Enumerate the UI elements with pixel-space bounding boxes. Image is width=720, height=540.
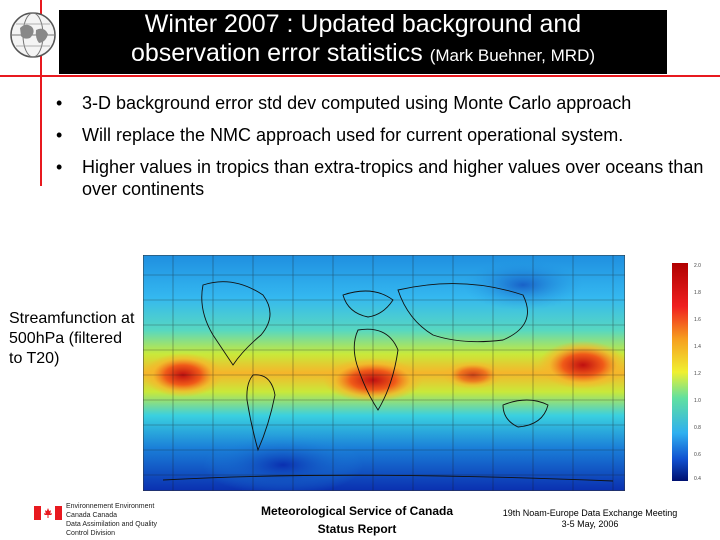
title-line-2 xyxy=(59,39,667,70)
env-line: Control Division xyxy=(66,530,116,537)
bullet-marker: • xyxy=(56,93,63,113)
colorbar-tick: 2.0 xyxy=(694,263,701,269)
environment-canada-text xyxy=(66,502,157,538)
title-line-1: Winter 2007 : Updated background and xyxy=(144,10,582,38)
footer-meeting-name: 19th Noam-Europe Data Exchange Meeting xyxy=(502,508,678,518)
bullet-list xyxy=(56,92,706,210)
bullet-text: Higher values in tropics than extra-tropics and higher values over oceans than over continents xyxy=(82,157,704,199)
title-line-2-text: observation error statistics xyxy=(130,39,430,67)
env-line: Environnement Environment xyxy=(66,503,155,510)
footer-meeting-date: 3-5 May, 2006 xyxy=(561,519,619,529)
bullet-item xyxy=(56,92,706,114)
bullet-item xyxy=(56,124,706,146)
canada-flag-icon xyxy=(34,506,62,520)
bullet-marker: • xyxy=(56,125,63,145)
colorbar-tick: 0.8 xyxy=(694,425,701,431)
colorbar-tick: 1.0 xyxy=(694,398,701,404)
footer-meeting-info xyxy=(490,508,690,530)
title-author: (Mark Buehner, MRD) xyxy=(429,46,596,65)
footer-center-text xyxy=(232,502,482,538)
globe-logo-icon xyxy=(8,10,58,60)
colorbar-tick: 1.2 xyxy=(694,371,701,377)
bullet-text: Will replace the NMC approach used for current operational system. xyxy=(82,125,624,145)
env-line: Data Assimilation and Quality xyxy=(66,521,158,528)
figure-label: Streamfunction at 500hPa (filtered to T20) xyxy=(9,310,135,367)
colorbar-tick: 1.6 xyxy=(694,317,701,323)
footer-organization: Meteorological Service of Canada xyxy=(260,504,454,518)
bullet-marker: • xyxy=(56,157,63,177)
footer-report: Status Report xyxy=(317,522,397,536)
environment-canada-logo xyxy=(30,500,230,540)
error-std-dev-map xyxy=(143,255,625,491)
red-horizontal-rule xyxy=(0,75,720,77)
env-line: Canada Canada xyxy=(66,512,117,519)
colorbar-tick: 0.6 xyxy=(694,452,701,458)
colorbar-tick: 1.8 xyxy=(694,290,701,296)
bullet-text: 3-D background error std dev computed using Monte Carlo approach xyxy=(82,93,632,113)
colorbar xyxy=(672,263,688,481)
slide-title xyxy=(59,10,667,74)
bullet-item xyxy=(56,156,706,200)
colorbar-tick: 0.4 xyxy=(694,476,701,482)
colorbar-tick: 1.4 xyxy=(694,344,701,350)
